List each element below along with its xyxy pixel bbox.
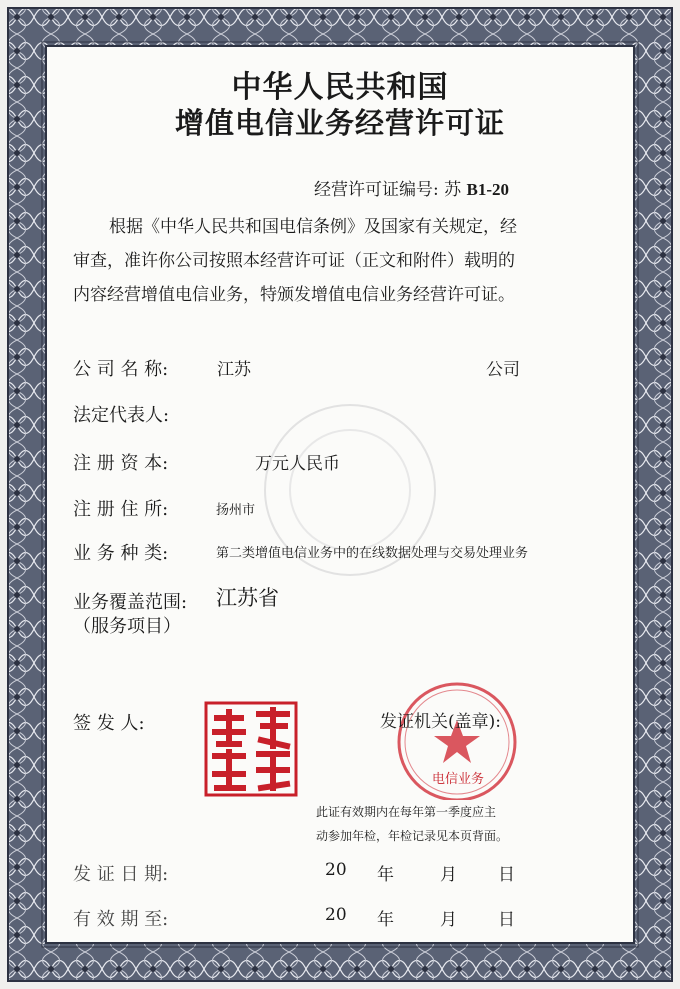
validity-note-line-2: 动参加年检，年检记录见本页背面。 [316,829,509,843]
signature-seal [203,700,299,798]
registered-capital-label: 注 册 资 本: [73,453,169,474]
intro-paragraph [73,210,618,312]
issue-date-year: 年 [377,865,394,885]
coverage-sub-label: （服务项目） [73,616,181,637]
registered-address-label: 注 册 住 所: [73,499,169,520]
license-number-value: B1-20 [466,180,510,199]
company-name-suffix: 公司 [486,360,520,380]
registered-address-value: 扬州市 [216,503,256,518]
expiry-date-label: 有 效 期 至: [73,909,169,930]
issue-date-label: 发 证 日 期: [73,864,169,885]
intro-line-2: 审查，准许你公司按照本经营许可证（正文和附件）载明的 [73,251,515,271]
certificate-title-country: 中华人民共和国 [231,70,449,105]
round-seal-text: 电信业务 [432,772,485,787]
registered-capital-value: 万元人民币 [255,454,340,474]
validity-note-line-1: 此证有效期内在每年第一季度应主 [316,805,497,819]
coverage-value: 江苏省 [216,586,279,610]
signer-label: 签 发 人: [73,713,145,734]
expiry-date-day: 日 [498,910,515,930]
issue-date-month: 月 [440,865,457,885]
license-number [314,175,509,200]
issuing-authority-label: 发证机关(盖章): [380,712,501,732]
license-number-label: 经营许可证编号: 苏 [314,180,462,200]
business-type-label: 业 务 种 类: [73,543,169,564]
company-name-prefix: 江苏 [217,360,251,380]
legal-representative-label: 法定代表人: [73,405,170,426]
coverage-label: 业务覆盖范围: [73,592,188,613]
expiry-date-year: 年 [377,910,394,930]
expiry-date-month: 月 [440,910,457,930]
business-type-value: 第二类增值电信业务中的在线数据处理与交易处理业务 [216,546,529,561]
expiry-date-year-prefix: 20 [325,905,347,925]
intro-line-3: 内容经营增值电信业务，特颁发增值电信业务经营许可证。 [73,285,515,305]
company-name-label: 公 司 名 称: [73,359,169,380]
certificate-title: 增值电信业务经营许可证 [174,106,505,140]
issue-date-year-prefix: 20 [325,860,347,880]
issue-date-day: 日 [498,865,515,885]
intro-line-1: 根据《中华人民共和国电信条例》及国家有关规定，经 [109,217,517,237]
